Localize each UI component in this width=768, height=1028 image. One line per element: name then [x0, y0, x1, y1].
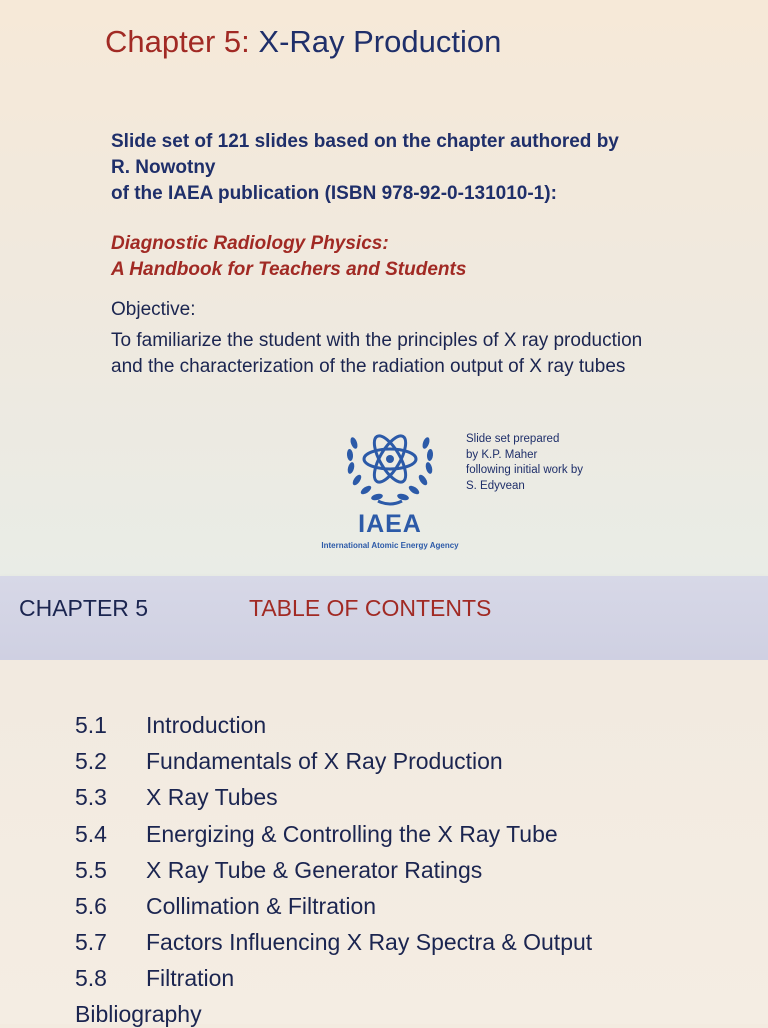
toc-item: [75, 965, 755, 1001]
toc-list: [75, 712, 755, 1002]
logo-fullname: International Atomic Energy Agency: [321, 541, 459, 550]
chapter-title: X-Ray Production: [258, 24, 502, 59]
book-line: Diagnostic Radiology Physics:: [111, 233, 389, 254]
credit-line: by K.P. Maher: [466, 448, 538, 461]
toc-item-number: 5.3: [75, 784, 107, 811]
intro-line: R. Nowotny: [111, 157, 216, 178]
credit-line: following initial work by: [466, 464, 583, 476]
toc-item: [75, 821, 755, 857]
toc-item-number: 5.4: [75, 820, 107, 847]
credit-line: Slide set prepared: [466, 433, 560, 445]
book-line: A Handbook for Teachers and Students: [111, 259, 467, 280]
toc-bibliography: Bibliography: [75, 1001, 202, 1027]
toc-item-number: 5.5: [75, 856, 107, 883]
toc-item-number: 5.6: [75, 892, 107, 919]
intro-text: [111, 129, 731, 207]
toc-item-title: X Ray Tube & Generator Ratings: [146, 856, 483, 883]
toc-item: [75, 784, 755, 820]
book-title: [111, 231, 731, 283]
toc-item: [75, 857, 755, 893]
toc-heading: TABLE OF CONTENTS: [249, 595, 492, 621]
toc-item-title: Energizing & Controlling the X Ray Tube: [146, 820, 558, 847]
toc-item-title: Fundamentals of X Ray Production: [146, 748, 503, 775]
toc-item-title: X Ray Tubes: [146, 784, 278, 811]
toc-item: [75, 748, 755, 784]
objective-label: Objective:: [111, 299, 196, 320]
slide-title: [105, 24, 501, 60]
toc-item-number: 5.7: [75, 929, 107, 956]
intro-line: of the IAEA publication (ISBN 978-92-0-131010-1):: [111, 183, 557, 204]
chapter-label: CHAPTER 5: [19, 595, 149, 621]
toc-item: [75, 929, 755, 965]
toc-item-title: Introduction: [146, 712, 267, 738]
chapter-number: Chapter 5:: [105, 24, 250, 59]
intro-line: Slide set of 121 slides based on the chapter authored by: [111, 131, 619, 152]
toc-slide: [0, 660, 768, 1027]
toc-item-title: Collimation & Filtration: [146, 892, 377, 919]
toc-item-number: 5.8: [75, 965, 107, 992]
objective-line: To familiarize the student with the principles of X ray production: [111, 330, 643, 351]
credits: [466, 432, 583, 494]
logo-wordmark: IAEA: [358, 510, 422, 538]
toc-item: [75, 712, 755, 748]
toc-item-number: 5.1: [75, 712, 107, 738]
iaea-atom-wreath-icon: [340, 423, 440, 507]
toc-item-title: Filtration: [146, 965, 235, 992]
toc-item-number: 5.2: [75, 748, 107, 775]
toc-item: [75, 893, 755, 929]
toc-item-title: Factors Influencing X Ray Spectra & Output: [146, 929, 593, 956]
credit-line: S. Edyvean: [466, 479, 525, 492]
toc-header-band: [0, 576, 768, 660]
objective-text: [111, 328, 751, 380]
objective-line: and the characterization of the radiation output of X ray tubes: [111, 356, 626, 377]
